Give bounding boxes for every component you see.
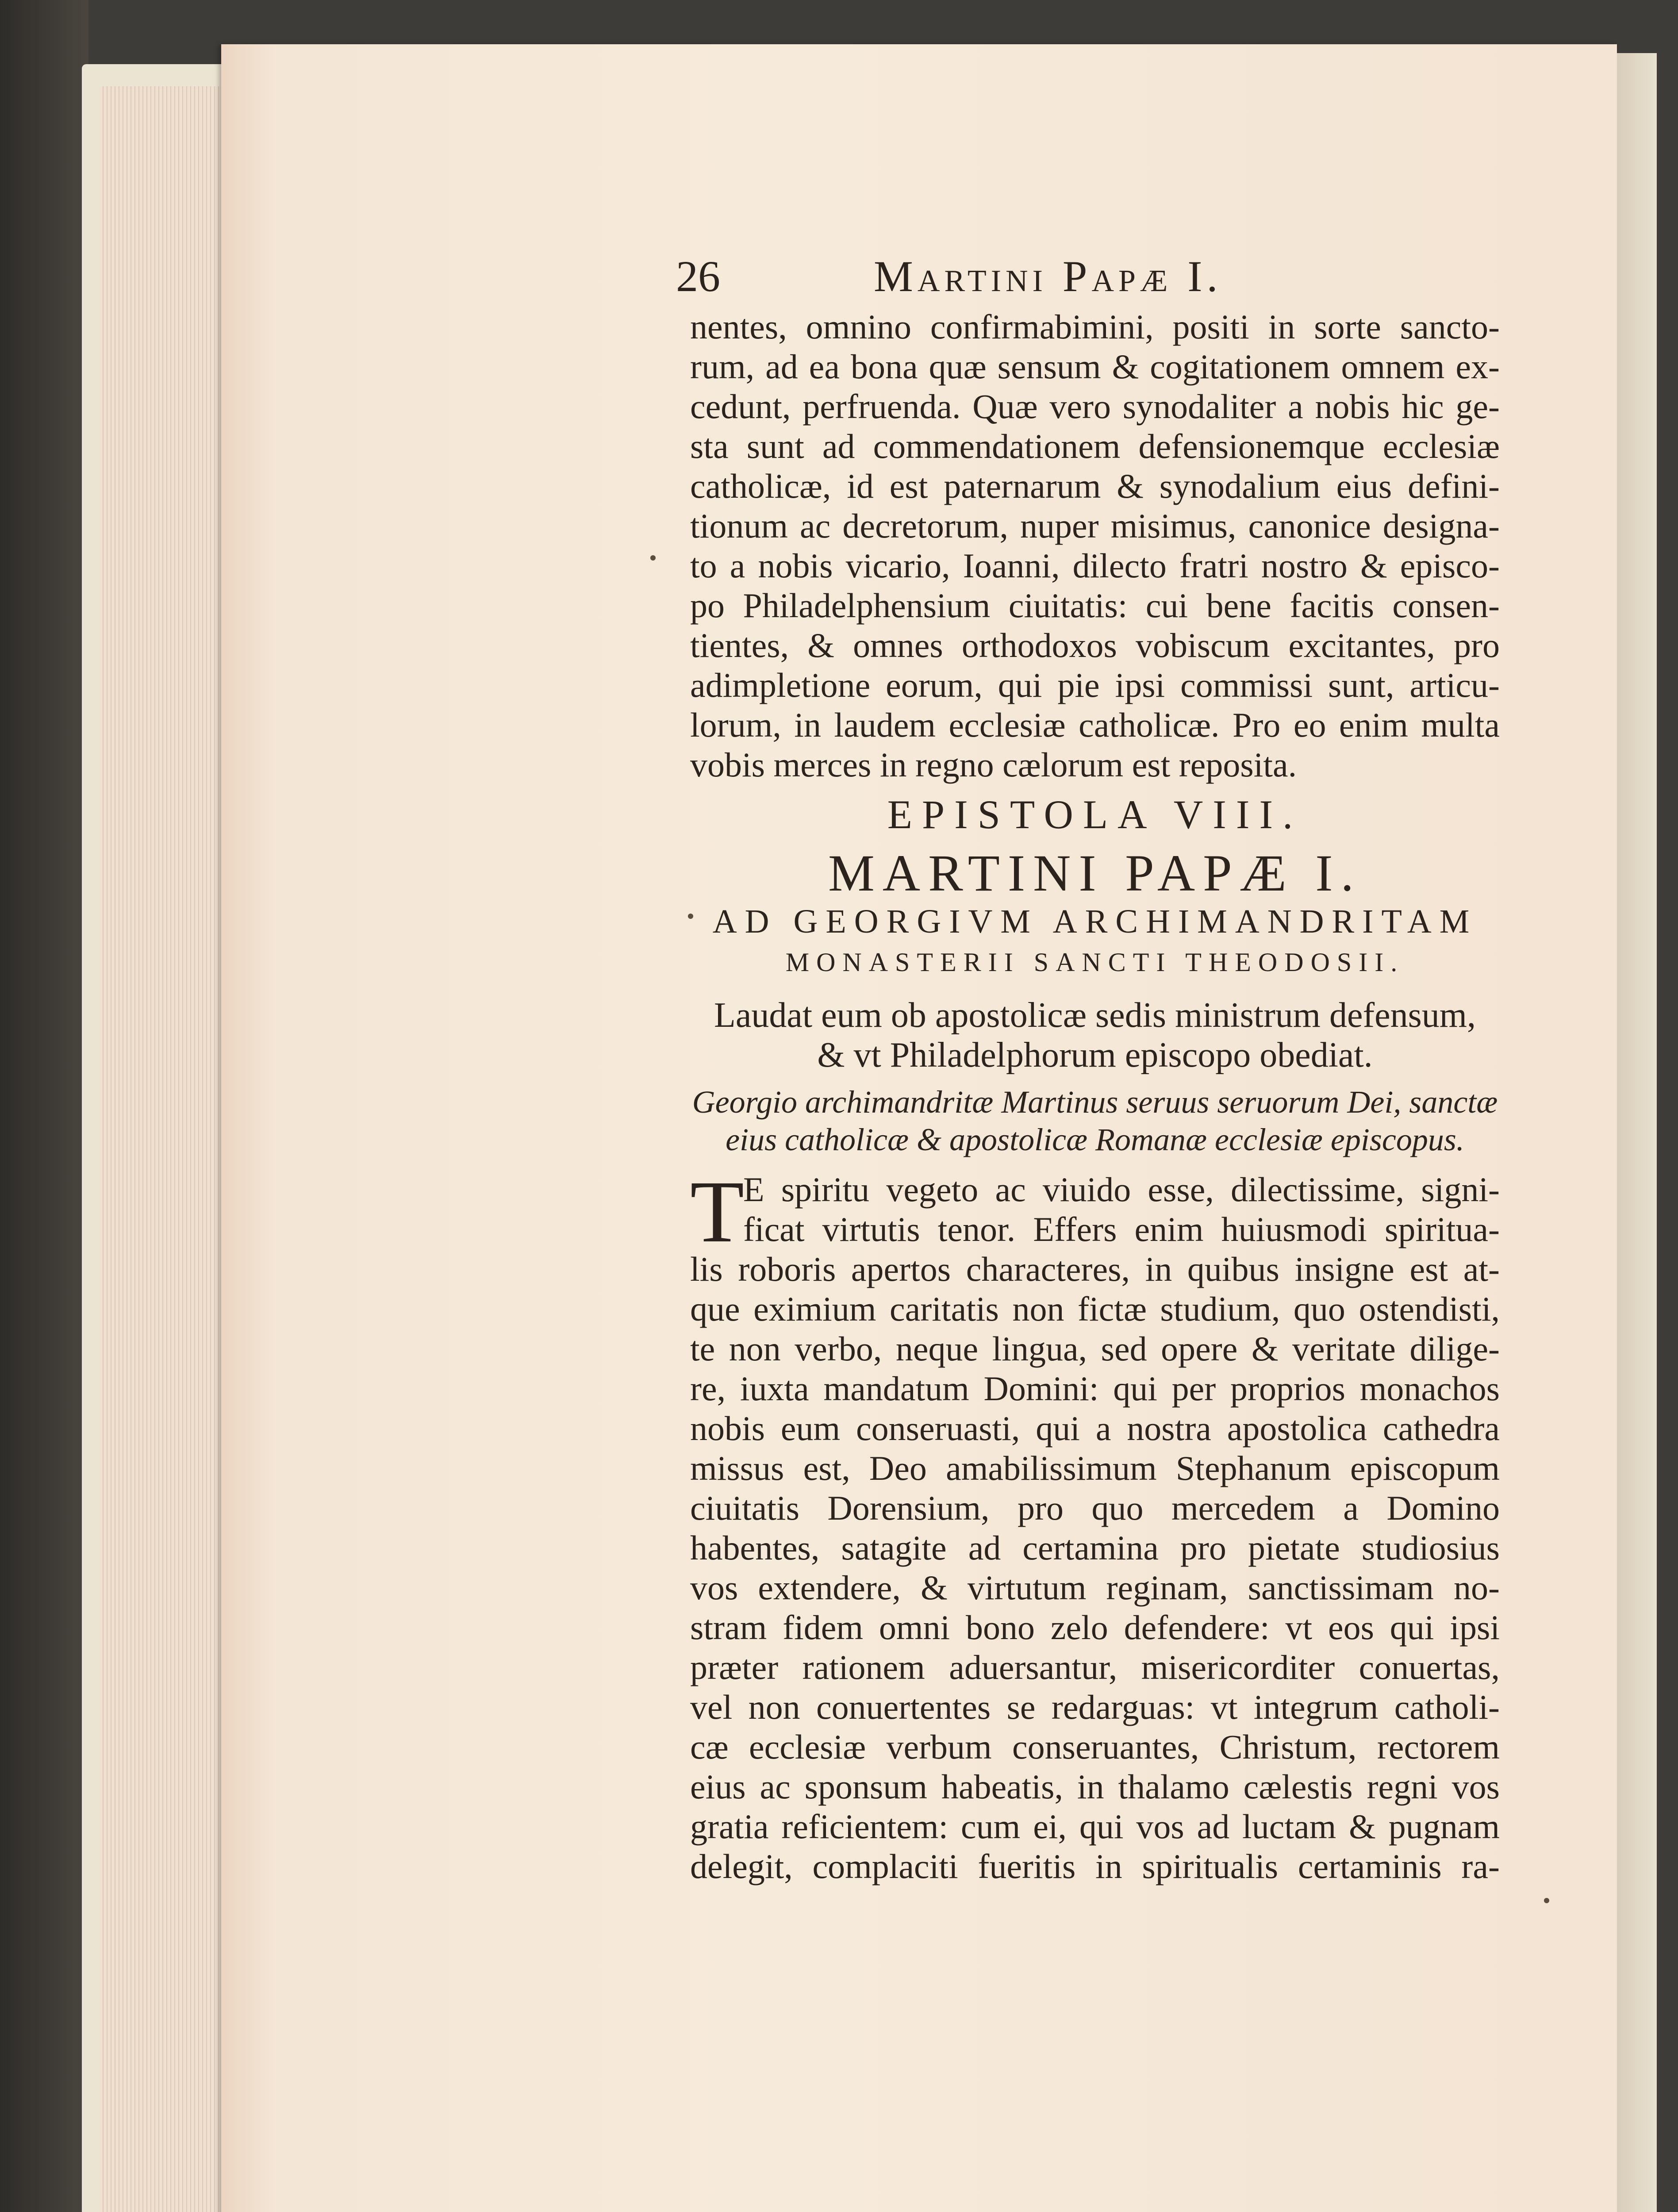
page-number: 26: [676, 252, 720, 301]
text-line: tionum ac decretorum, nuper misimus, canonice designa-: [690, 507, 1500, 545]
epistle-addressee: AD GEORGIVM ARCHIMANDRITAM: [712, 903, 1478, 940]
text-line: ciuitatis Dorensium, pro quo mercedem a Domino: [690, 1489, 1500, 1527]
epistle-number: EPISTOLA VIII.: [887, 792, 1303, 837]
salutation-line: Georgio archimandritæ Martinus seruus seruorum Dei, sanctæ: [692, 1084, 1498, 1120]
text-line: lis roboris apertos characteres, in quibus insigne est at-: [690, 1250, 1500, 1288]
text-line: que eximium caritatis non fictæ studium, quo ostendisti,: [690, 1290, 1500, 1328]
text-line: adimpletione eorum, qui pie ipsi commissi sunt, articu-: [690, 666, 1500, 704]
salutation-line: eius catholicæ & apostolicæ Romanæ ecclesiæ episcopus.: [726, 1122, 1464, 1157]
text-line: vos extendere, & virtutum reginam, sanctissimam no-: [690, 1568, 1500, 1607]
text-line: stram fidem omni bono zelo defendere: vt eos qui ipsi: [690, 1608, 1500, 1647]
text-line: cæ ecclesiæ verbum conseruantes, Christum, rectorem: [690, 1728, 1500, 1766]
text-line: vobis merces in regno cælorum est reposita.: [690, 745, 1297, 784]
text-line: E spiritu vegeto ac viuido esse, dilectissime, signi-: [743, 1170, 1500, 1209]
text-line: habentes, satagite ad certamina pro pietate studiosius: [690, 1528, 1500, 1567]
summary-line: Laudat eum ob apostolicæ sedis ministrum defensum,: [714, 996, 1476, 1035]
page-edges: [100, 86, 241, 2212]
text-line: missus est, Deo amabilissimum Stephanum episcopum: [690, 1449, 1500, 1487]
ink-spot: [650, 555, 656, 561]
text-line: re, iuxta mandatum Domini: qui per proprios monachos: [690, 1369, 1500, 1408]
text-line: delegit, complaciti fueritis in spiritualis certaminis ra-: [690, 1847, 1500, 1886]
background-left: [0, 0, 88, 2212]
text-line: sta sunt ad commendationem defensionemque ecclesiæ: [690, 427, 1500, 465]
text-line: gratia reficientem: cum ei, qui vos ad luctam & pugnam: [690, 1807, 1500, 1846]
text-line: nobis eum conseruasti, qui a nostra apostolica cathedra: [690, 1409, 1500, 1448]
ink-spot: [1544, 1898, 1549, 1903]
text-line: catholicæ, id est paternarum & synodalium eius defini-: [690, 467, 1500, 505]
running-title: Martini Papæ I.: [874, 252, 1222, 301]
page-right-edge: [1617, 53, 1657, 2212]
text-line: rum, ad ea bona quæ sensum & cogitationem omnem ex-: [690, 347, 1500, 386]
text-line: cedunt, perfruenda. Quæ vero synodaliter a nobis hic ge-: [690, 387, 1500, 426]
text-line: ficat virtutis tenor. Effers enim huiusmodi spiritua-: [743, 1210, 1500, 1248]
text-line: eius ac sponsum habeatis, in thalamo cælestis regni vos: [690, 1767, 1500, 1806]
text-line: vel non conuertentes se redarguas: vt integrum catholi-: [690, 1688, 1500, 1726]
text-line: te non verbo, neque lingua, sed opere & veritate dilige-: [690, 1329, 1500, 1368]
epistle-author: MARTINI PAPÆ I.: [828, 844, 1362, 902]
drop-initial: T: [690, 1163, 745, 1261]
text-line: nentes, omnino confirmabimini, positi in sorte sancto-: [690, 307, 1500, 346]
summary-line: & vt Philadelphorum episcopo obediat.: [817, 1036, 1373, 1075]
text-line: præter rationem aduersantur, misericorditer conuertas,: [690, 1648, 1500, 1686]
text-line: to a nobis vicario, Ioanni, dilecto fratri nostro & episco-: [690, 546, 1500, 585]
epistle-monastery: MONASTERII SANCTI THEODOSII.: [785, 948, 1405, 977]
text-line: tientes, & omnes orthodoxos vobiscum excitantes, pro: [690, 626, 1500, 664]
text-line: lorum, in laudem ecclesiæ catholicæ. Pro eo enim multa: [690, 706, 1500, 744]
text-line: po Philadelphensium ciuitatis: cui bene facitis consen-: [690, 586, 1500, 625]
